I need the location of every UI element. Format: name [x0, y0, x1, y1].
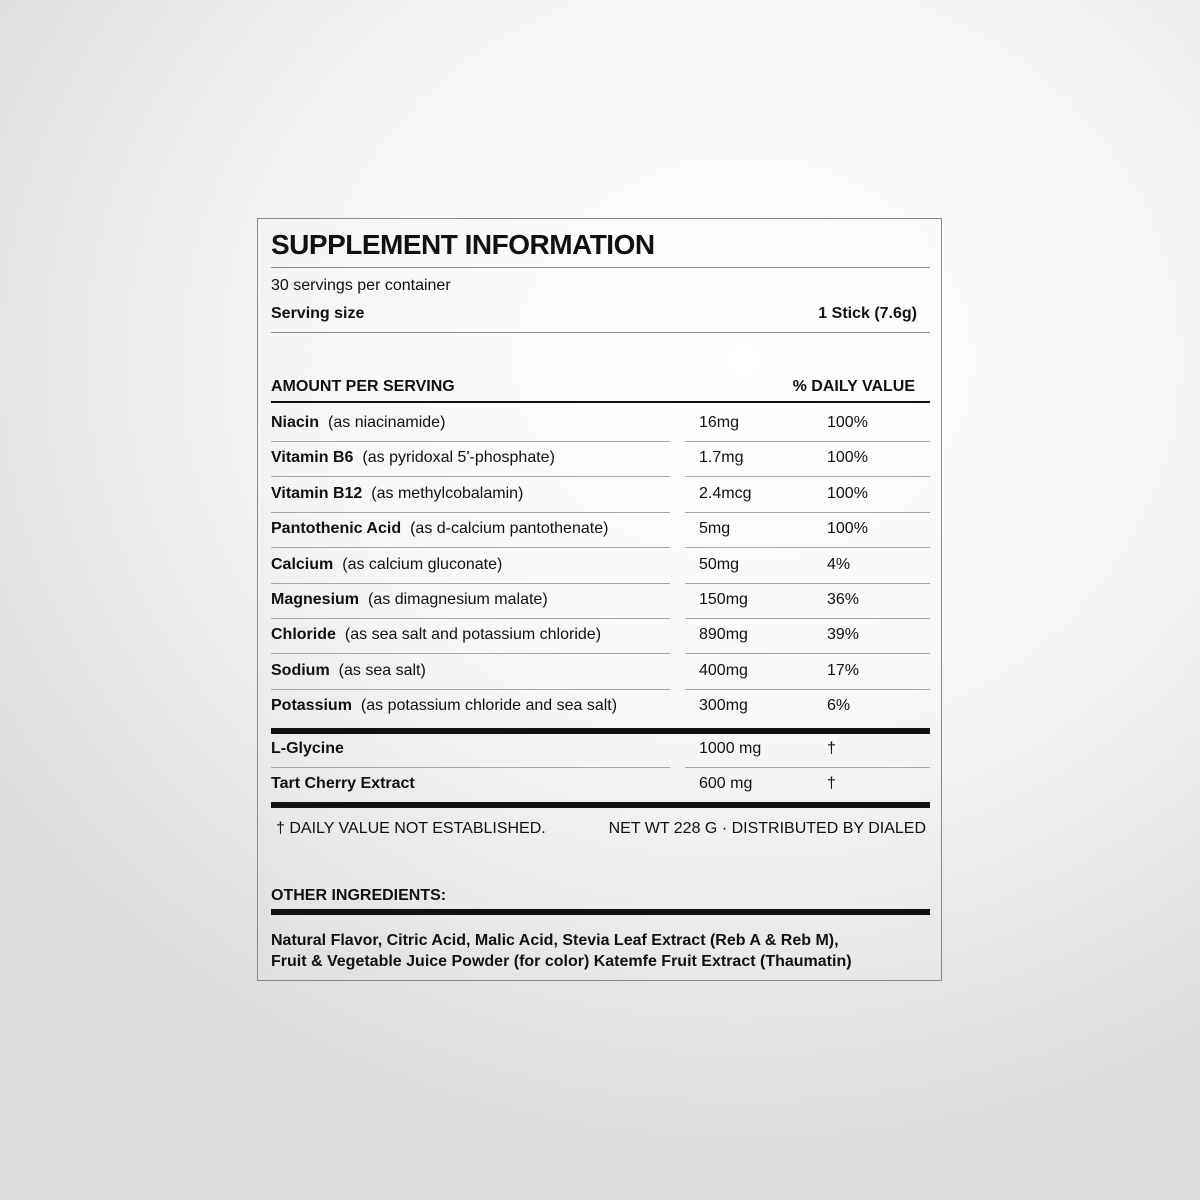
nutrient-row	[271, 513, 930, 548]
nutrient-source: (as potassium chloride and sea salt)	[360, 697, 618, 715]
nutrient-daily-value: 36%	[827, 591, 860, 608]
label-title: SUPPLEMENT INFORMATION	[271, 229, 655, 260]
nutrient-amount: 600 mg	[699, 775, 753, 793]
nutrient-source: (as niacinamide)	[328, 414, 446, 431]
nutrient-amount: 16mg	[699, 414, 740, 431]
ingredients-line-1: Natural Flavor, Citric Acid, Malic Acid, Stevia Leaf Extract (Reb A & Reb M),	[271, 932, 839, 949]
other-ingredients-header: OTHER INGREDIENTS:	[271, 887, 447, 904]
nutrient-row	[271, 690, 930, 725]
other-ingredients-list	[271, 930, 931, 972]
nutrient-name: Magnesium	[271, 591, 360, 608]
nutrient-daily-value: 100%	[827, 520, 868, 538]
nutrient-name: Niacin	[271, 414, 320, 431]
nutrient-row	[271, 768, 930, 803]
nutrient-source: (as methylcobalamin)	[371, 484, 524, 502]
nutrient-name-cell	[271, 556, 502, 574]
nutrient-name: Sodium	[271, 661, 330, 679]
nutrient-row	[271, 549, 930, 584]
serving-divider	[271, 332, 930, 333]
nutrient-amount: 150mg	[699, 591, 748, 608]
nutrient-name: Tart Cherry Extract	[271, 775, 415, 793]
nutrient-daily-value: †	[827, 740, 836, 757]
nutrient-name-cell	[271, 626, 601, 644]
footnote-daily-value: † DAILY VALUE NOT ESTABLISHED.	[276, 820, 546, 837]
nutrient-name: Vitamin B12	[271, 484, 363, 502]
nutrient-amount: 890mg	[699, 626, 748, 644]
nutrient-name: Calcium	[271, 555, 334, 573]
header-divider	[271, 401, 930, 403]
nutrient-name-cell	[271, 775, 424, 793]
nutrient-source: (as sea salt)	[338, 661, 426, 679]
nutrient-name: Vitamin B6	[271, 449, 354, 467]
nutrient-source: (as sea salt and potassium chloride)	[344, 626, 602, 644]
servings-per-container: 30 servings per container	[271, 277, 451, 294]
nutrient-row	[271, 584, 930, 619]
nutrient-name: Chloride	[271, 626, 336, 644]
nutrient-name: Pantothenic Acid	[271, 520, 402, 538]
footnote-net-weight: NET WT 228 G · DISTRIBUTED BY DIALED	[608, 820, 926, 837]
nutrient-daily-value: 4%	[827, 555, 851, 573]
nutrient-name-cell	[271, 449, 555, 467]
nutrient-amount: 300mg	[699, 697, 748, 715]
nutrient-row	[271, 407, 930, 442]
nutrient-source: (as dimagnesium malate)	[368, 591, 548, 608]
nutrient-amount: 2.4mcg	[699, 484, 752, 502]
nutrient-daily-value: 100%	[827, 414, 868, 431]
supplement-facts-panel	[257, 218, 942, 981]
amount-per-serving-header: AMOUNT PER SERVING	[271, 378, 455, 395]
nutrient-daily-value: 17%	[827, 661, 860, 679]
nutrient-row	[271, 442, 930, 477]
nutrient-amount: 1000 mg	[699, 740, 762, 757]
nutrient-name-cell	[271, 662, 426, 680]
nutrient-amount: 50mg	[699, 555, 740, 573]
nutrient-name: Potassium	[271, 697, 352, 715]
nutrient-amount: 1.7mg	[699, 449, 744, 467]
nutrient-name-cell	[271, 591, 548, 609]
nutrient-row	[271, 655, 930, 690]
nutrient-daily-value: 100%	[827, 484, 868, 502]
nutrient-name-cell	[271, 414, 445, 432]
nutrient-row	[271, 733, 930, 768]
nutrient-daily-value: †	[827, 775, 836, 793]
nutrient-name-cell	[271, 697, 617, 715]
nutrient-daily-value: 39%	[827, 626, 860, 644]
daily-value-header: % DAILY VALUE	[792, 378, 915, 395]
nutrient-source: (as pyridoxal 5'-phosphate)	[362, 449, 555, 467]
nutrient-row	[271, 619, 930, 654]
serving-size-value: 1 Stick (7.6g)	[818, 305, 917, 322]
title-divider	[271, 267, 930, 268]
ingredients-divider	[271, 909, 930, 915]
nutrient-name-cell	[271, 485, 523, 503]
nutrient-amount: 5mg	[699, 520, 731, 538]
nutrient-name-cell	[271, 520, 608, 538]
ingredients-line-2: Fruit & Vegetable Juice Powder (for color) Katemfe Fruit Extract (Thaumatin)	[271, 953, 852, 970]
nutrient-daily-value: 6%	[827, 697, 851, 715]
thick-divider-bottom	[271, 802, 930, 808]
nutrient-source: (as calcium gluconate)	[342, 555, 503, 573]
nutrient-row	[271, 478, 930, 513]
nutrient-source: (as d-calcium pantothenate)	[410, 520, 609, 538]
serving-size-label: Serving size	[271, 305, 365, 322]
nutrient-daily-value: 100%	[827, 449, 868, 467]
nutrient-name: L-Glycine	[271, 740, 344, 757]
nutrient-amount: 400mg	[699, 661, 748, 679]
nutrient-name-cell	[271, 740, 353, 758]
